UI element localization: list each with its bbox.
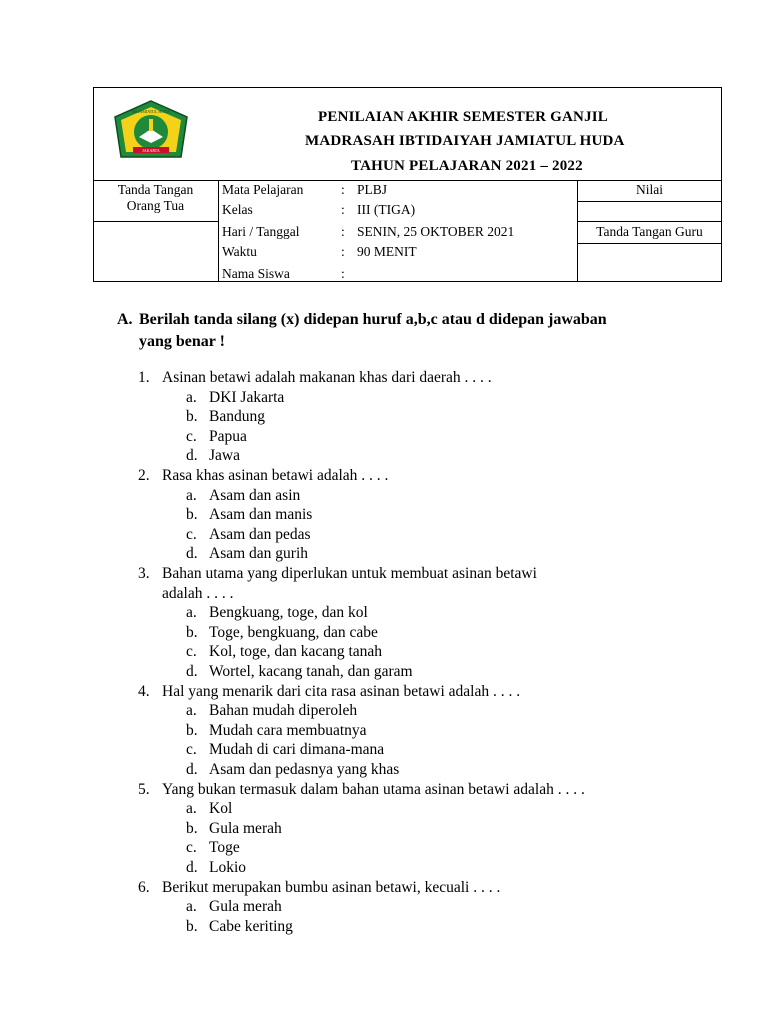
field-label-date: Hari / Tanggal: [222, 224, 300, 239]
option-text: Bandung: [209, 408, 265, 426]
option-letter[interactable]: d.: [186, 859, 198, 876]
question-text: Bahan utama yang diperlukan untuk membuat asinan betawi: [162, 565, 537, 582]
question-text: Asinan betawi adalah makanan khas dari daerah . . . .: [162, 369, 492, 386]
option-text: Bahan mudah diperoleh: [209, 702, 358, 720]
option-text: Jawa: [209, 447, 240, 465]
field-value-class: III (TIGA): [357, 202, 416, 217]
option-letter[interactable]: c.: [186, 525, 197, 543]
parent-signature-area[interactable]: [95, 223, 216, 281]
question-number: 4.: [138, 682, 150, 700]
option-text: Lokio: [209, 859, 247, 876]
academic-year: TAHUN PELAJARAN 2021 – 2022: [351, 158, 583, 174]
field-label-student-name: Nama Siswa: [222, 266, 290, 281]
score-box[interactable]: [579, 203, 720, 220]
option-letter[interactable]: b.: [186, 623, 198, 641]
field-colon: :: [341, 266, 345, 281]
question-text-continued: adalah . . . .: [162, 584, 234, 602]
option-text: Mudah cara membuatnya: [209, 721, 367, 739]
option-text: Asam dan gurih: [209, 545, 309, 563]
option-text: Asam dan pedas: [209, 525, 311, 543]
field-colon: :: [341, 202, 345, 217]
question-number: 1.: [138, 369, 150, 386]
exam-title: PENILAIAN AKHIR SEMESTER GANJIL: [318, 109, 609, 125]
question-number: 5.: [138, 780, 150, 798]
option-letter[interactable]: d.: [186, 761, 198, 778]
option-text: Kol: [209, 800, 233, 818]
option-text: DKI Jakarta: [209, 388, 285, 406]
field-value-subject: PLBJ: [357, 182, 388, 197]
parent-signature-label: [93, 182, 218, 214]
option-letter[interactable]: b.: [186, 819, 198, 837]
teacher-signature-label: Tanda Tangan Guru: [596, 224, 703, 239]
option-letter[interactable]: a.: [186, 604, 197, 622]
parent-signature-line1: Tanda Tangan: [117, 182, 194, 197]
option-text: Asam dan asin: [209, 486, 301, 504]
option-letter[interactable]: b.: [186, 506, 198, 524]
field-value-time: 90 MENIT: [357, 244, 417, 259]
option-letter[interactable]: b.: [186, 721, 198, 739]
question-text: Yang bukan termasuk dalam bahan utama asinan betawi adalah . . . .: [162, 780, 585, 798]
logo-text-top: MI JAMIATUL HUDA: [132, 109, 170, 114]
field-colon: :: [341, 244, 345, 259]
option-text: Gula merah: [209, 819, 282, 837]
option-letter[interactable]: c.: [186, 741, 197, 759]
option-text: Asam dan pedasnya yang khas: [209, 761, 400, 778]
field-label-class: Kelas: [222, 202, 253, 217]
grid-line: [218, 180, 219, 282]
option-letter[interactable]: a.: [186, 702, 197, 720]
option-letter[interactable]: a.: [186, 388, 197, 406]
grid-line: [93, 180, 722, 181]
option-letter[interactable]: a.: [186, 898, 197, 916]
option-letter[interactable]: b.: [186, 408, 198, 426]
option-text: Kol, toge, dan kacang tanah: [209, 643, 383, 661]
option-letter[interactable]: a.: [186, 486, 197, 504]
parent-signature-line2: Orang Tua: [126, 198, 185, 213]
option-letter[interactable]: c.: [186, 427, 197, 445]
question-number: 3.: [138, 565, 150, 582]
field-colon: :: [341, 182, 345, 197]
option-text: Asam dan manis: [209, 506, 313, 524]
question-text: Berikut merupakan bumbu asinan betawi, kecuali . . . .: [162, 878, 501, 896]
grid-line: [577, 201, 722, 202]
teacher-signature-area[interactable]: [579, 245, 720, 281]
question-number: 6.: [138, 878, 150, 896]
option-letter[interactable]: b.: [186, 917, 198, 935]
option-text: Cabe keriting: [209, 917, 293, 935]
logo-text-bottom: JAKARTA: [142, 148, 160, 153]
field-label-time: Waktu: [222, 244, 257, 259]
instruction-line2: yang benar !: [139, 333, 225, 350]
school-name: MADRASAH IBTIDAIYAH JAMIATUL HUDA: [305, 133, 625, 149]
option-text: Bengkuang, toge, dan kol: [209, 604, 368, 622]
option-text: Gula merah: [209, 898, 282, 916]
score-label: Nilai: [636, 182, 663, 197]
section-label: A.: [117, 311, 133, 328]
option-text: Mudah di cari dimana-mana: [209, 741, 385, 759]
option-text: Wortel, kacang tanah, dan garam: [209, 663, 413, 680]
question-text: Hal yang menarik dari cita rasa asinan betawi adalah . . . .: [162, 682, 521, 700]
field-value-date: SENIN, 25 OKTOBER 2021: [357, 224, 515, 239]
student-name-input[interactable]: [357, 266, 567, 282]
grid-line: [577, 221, 722, 222]
question-text: Rasa khas asinan betawi adalah . . . .: [162, 467, 389, 484]
grid-line: [93, 221, 218, 222]
option-text: Toge, bengkuang, dan cabe: [209, 623, 378, 641]
instruction-line1: Berilah tanda silang (x) didepan huruf a,b,c atau d didepan jawaban: [139, 311, 607, 328]
option-letter[interactable]: a.: [186, 800, 197, 818]
option-letter[interactable]: d.: [186, 663, 198, 680]
option-letter[interactable]: d.: [186, 447, 198, 465]
field-label-subject: Mata Pelajaran: [222, 182, 304, 197]
field-colon: :: [341, 224, 345, 239]
question-number: 2.: [138, 467, 150, 484]
grid-line: [577, 243, 722, 244]
option-letter[interactable]: c.: [186, 839, 197, 857]
option-letter[interactable]: c.: [186, 643, 197, 661]
option-text: Papua: [209, 427, 247, 445]
option-text: Toge: [209, 839, 240, 857]
option-letter[interactable]: d.: [186, 545, 198, 563]
